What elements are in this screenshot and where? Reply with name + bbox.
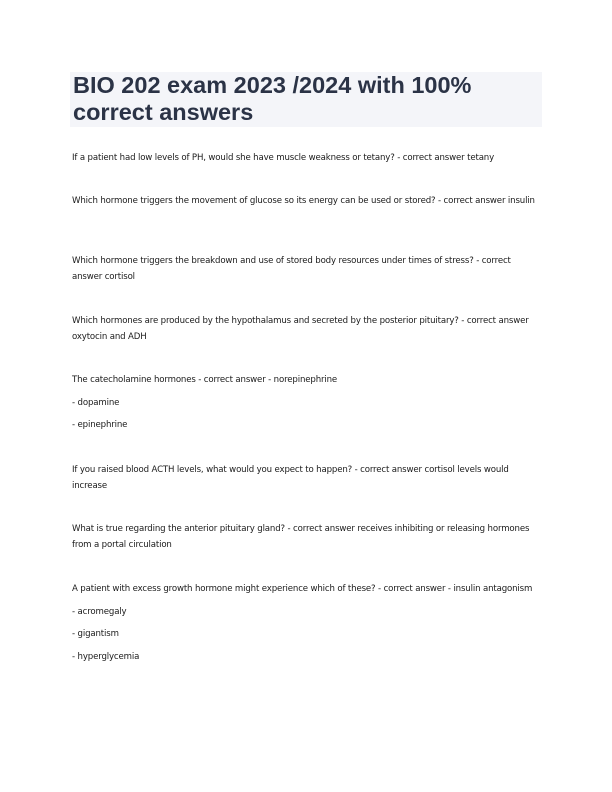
qa-item xyxy=(72,521,542,553)
qa-question: The catecholamine hormones - correct answer - norepinephrine xyxy=(72,375,338,385)
qa-item xyxy=(72,150,542,166)
qa-answer-bullet: - acromegaly xyxy=(72,606,127,617)
qa-question: What is true regarding the anterior pituitary gland? - correct answer receives inhibiting or releasing hormones from a portal circulation xyxy=(72,524,530,550)
qa-question: Which hormone triggers the breakdown and use of stored body resources under times of stress? - correct answer cortisol xyxy=(72,256,511,282)
qa-question: If you raised blood ACTH levels, what would you expect to happen? - correct answer cortisol levels would increase xyxy=(72,465,509,491)
qa-question: If a patient had low levels of PH, would she have muscle weakness or tetany? - correct answer tetany xyxy=(72,153,495,163)
qa-question: Which hormones are produced by the hypothalamus and secreted by the posterior pituitary? - correct answer oxytocin and ADH xyxy=(72,316,529,342)
title-banner xyxy=(70,72,542,127)
qa-item xyxy=(72,313,542,345)
qa-item xyxy=(72,462,542,494)
qa-question: Which hormone triggers the movement of glucose so its energy can be used or stored? - correct answer insulin xyxy=(72,196,535,206)
qa-item xyxy=(72,581,542,665)
qa-answer-bullet: - dopamine xyxy=(72,397,120,408)
qa-item xyxy=(72,193,542,209)
qa-item xyxy=(72,253,542,285)
page-title: BIO 202 exam 2023 /2024 with 100% correct answers xyxy=(73,72,472,125)
qa-answer-bullet: - gigantism xyxy=(72,629,119,639)
qa-item xyxy=(72,372,542,433)
qa-question: A patient with excess growth hormone might experience which of these? - correct answer - insulin antagonism xyxy=(72,584,533,594)
qa-answer-bullet: - hyperglycemia xyxy=(72,651,140,662)
qa-answer-bullet: - epinephrine xyxy=(72,420,128,430)
